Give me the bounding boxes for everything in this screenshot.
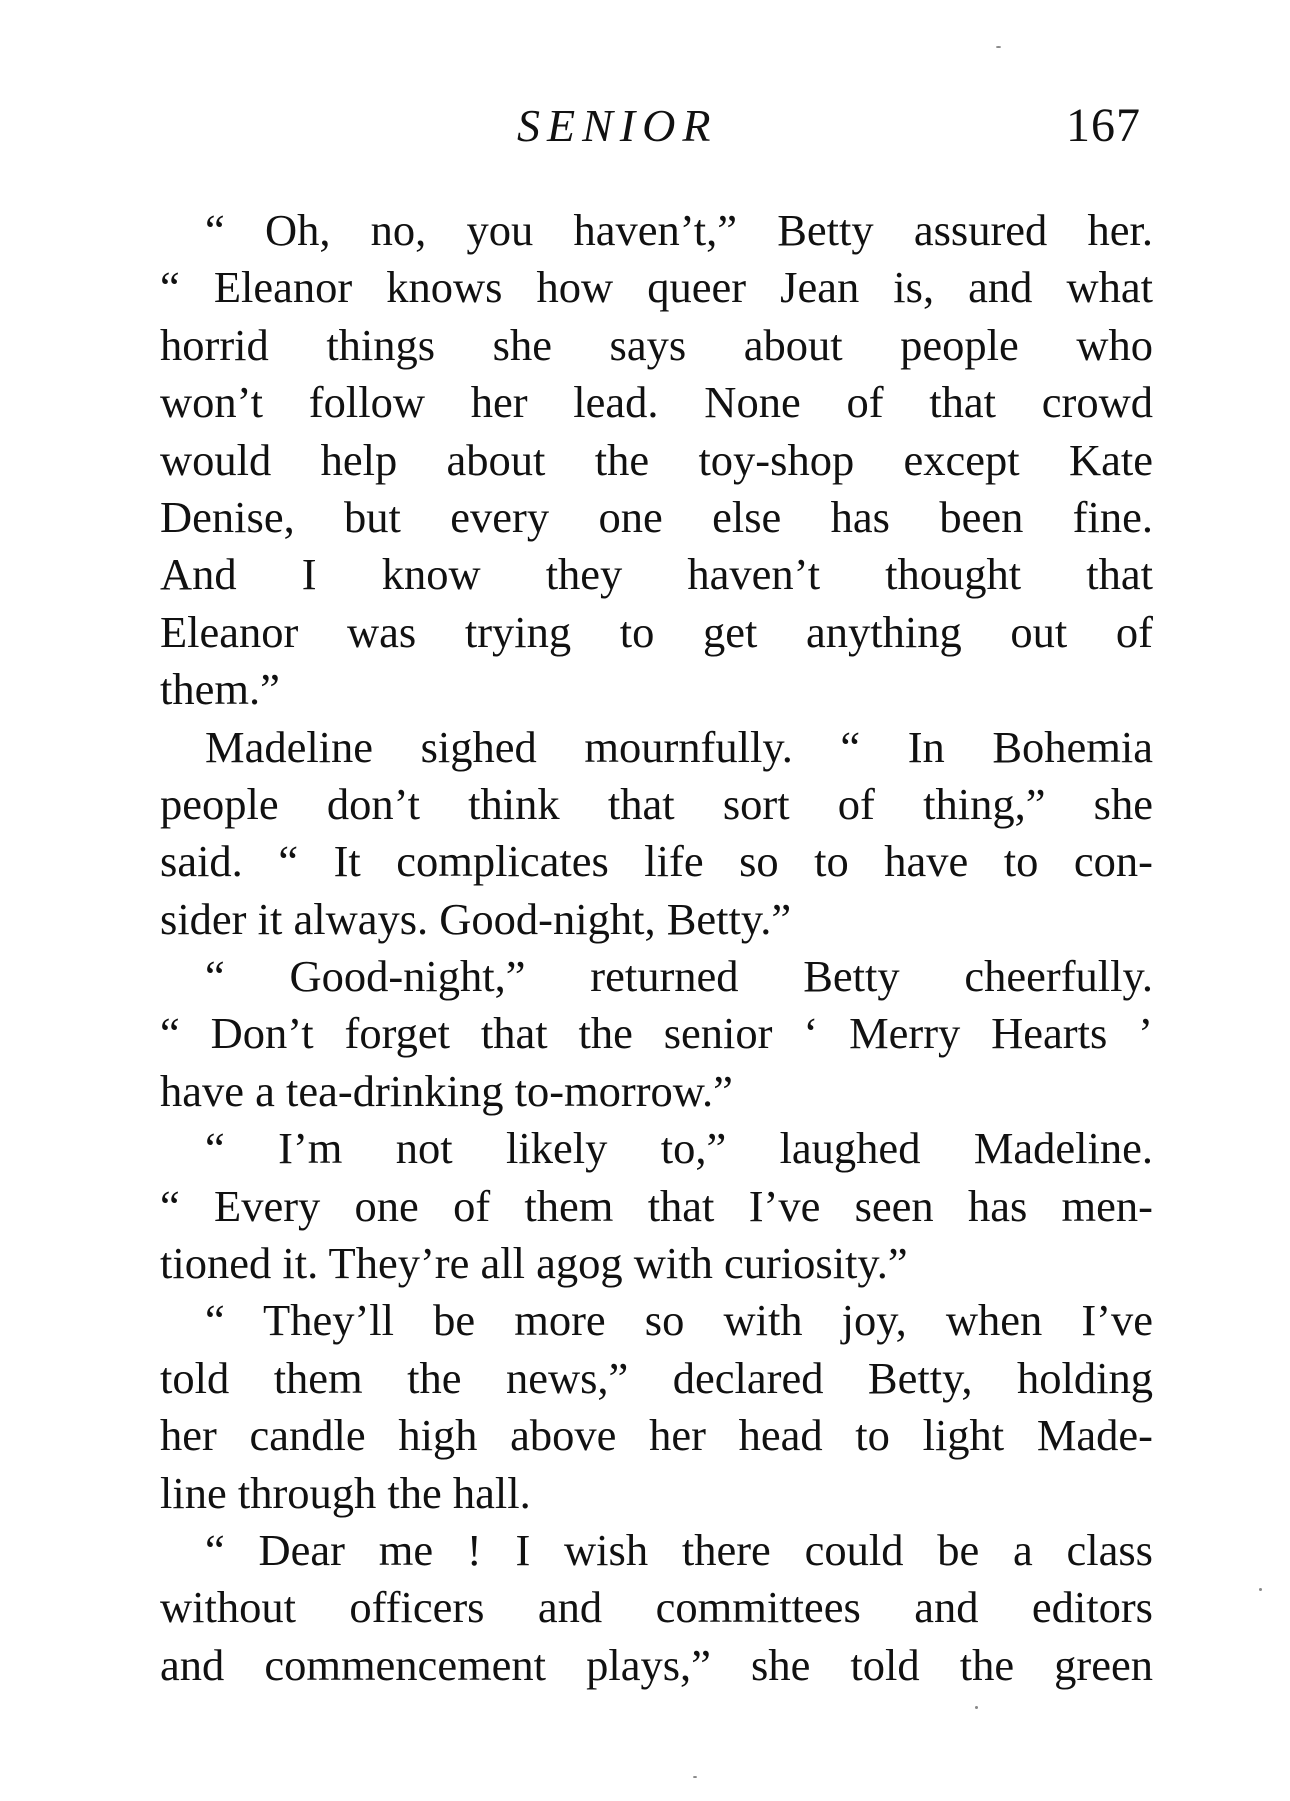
text-line: “ Don’t forget that the senior ‘ Merry Hearts ’	[160, 1008, 1153, 1059]
paper-speck	[975, 1706, 978, 1709]
text-line: “ They’ll be more so with joy, when I’ve	[205, 1295, 1153, 1346]
text-line: horrid things she says about people who	[160, 319, 1153, 370]
text-line: line through the hall.	[160, 1467, 531, 1518]
text-line: would help about the toy-shop except Kate	[160, 434, 1153, 485]
running-head	[0, 96, 1290, 156]
text-line: her candle high above her head to light Made-	[160, 1410, 1153, 1461]
text-line: “ Every one of them that I’ve seen has men-	[160, 1180, 1153, 1231]
text-line: “ Oh, no, you haven’t,” Betty assured her.	[205, 205, 1153, 255]
text-line: without officers and committees and editors	[160, 1582, 1153, 1633]
text-line: “ I’m not likely to,” laughed Madeline.	[205, 1123, 1153, 1174]
text-line: Denise, but every one else has been fine.	[160, 491, 1153, 542]
text-line: have a tea-drinking to-morrow.”	[160, 1065, 733, 1116]
paper-speck	[996, 46, 1001, 48]
paper-speck	[693, 1776, 697, 1778]
text-line: tioned it. They’re all agog with curiosity.”	[160, 1238, 908, 1289]
text-line: “ Dear me ! I wish there could be a class	[205, 1524, 1153, 1575]
text-line: Madeline sighed mournfully. “ In Bohemia	[205, 721, 1153, 772]
text-line: told them the news,” declared Betty, holding	[160, 1352, 1153, 1403]
text-line: Eleanor was trying to get anything out of	[160, 606, 1153, 657]
paper-speck	[1259, 1588, 1262, 1591]
text-line: “ Good-night,” returned Betty cheerfully.	[205, 951, 1153, 1002]
text-line: them.”	[160, 664, 280, 715]
body-text	[160, 202, 1153, 1694]
text-line: sider it always. Good-night, Betty.”	[160, 893, 792, 944]
running-title: SENIOR	[517, 100, 718, 151]
text-line: and commencement plays,” she told the green	[160, 1639, 1153, 1690]
text-line: won’t follow her lead. None of that crowd	[160, 377, 1153, 428]
page-number: 167	[1066, 99, 1141, 152]
text-line: people don’t think that sort of thing,” she	[160, 778, 1153, 829]
text-line: “ Eleanor knows how queer Jean is, and what	[160, 262, 1153, 313]
text-line: And I know they haven’t thought that	[160, 549, 1153, 600]
text-line: said. “ It complicates life so to have to con-	[160, 836, 1153, 887]
